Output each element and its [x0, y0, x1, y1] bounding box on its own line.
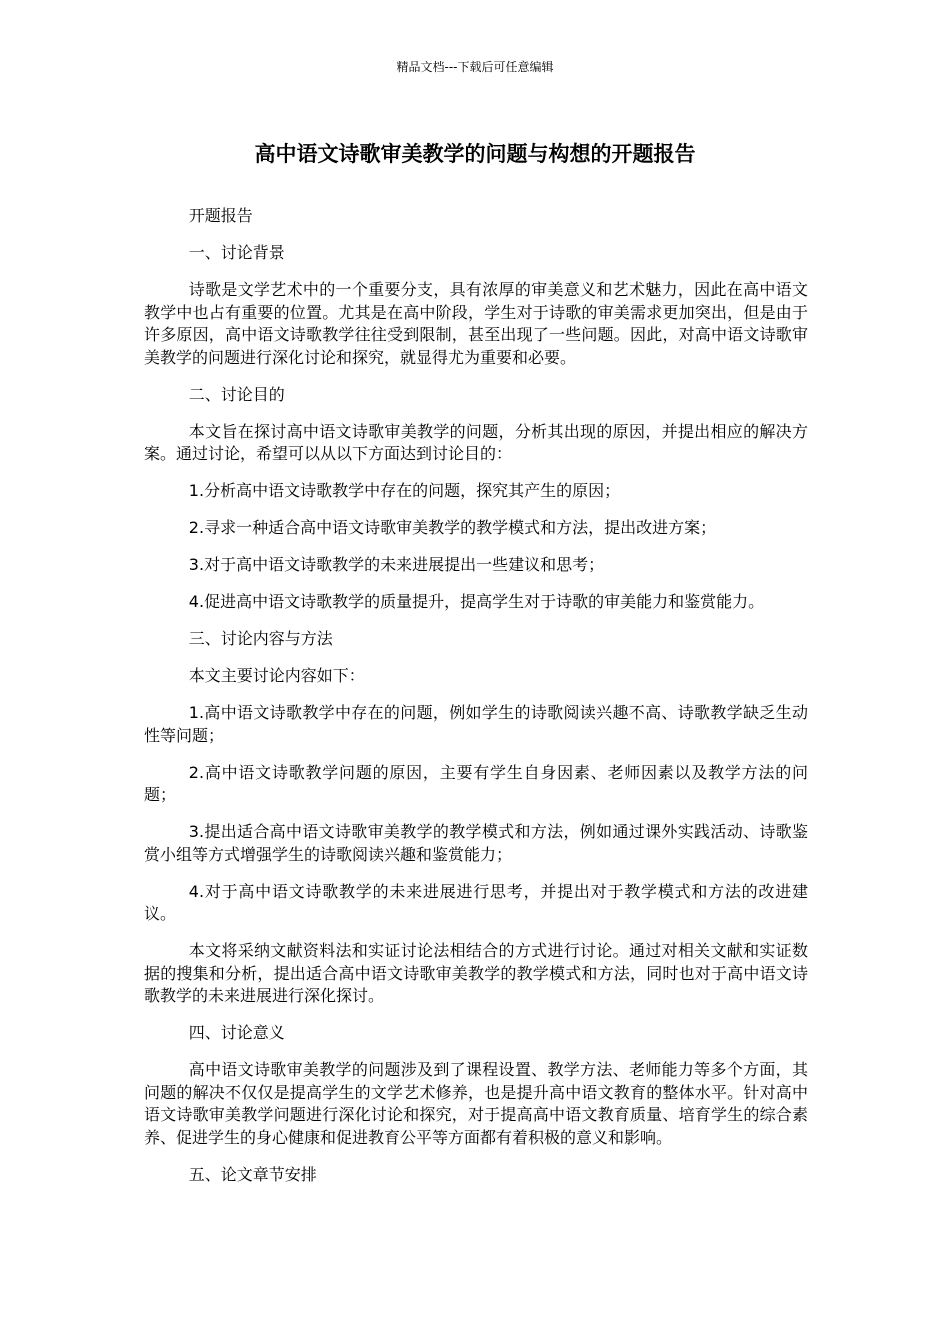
- list-item-content-3: 3.提出适合高中语文诗歌审美教学的教学模式和方法，例如通过课外实践活动、诗歌鉴赏小组等方式增强学生的诗歌阅读兴趣和鉴赏能力；: [144, 822, 808, 864]
- section-heading-chapters: 五、论文章节安排: [188, 1164, 317, 1184]
- document-body: [144, 205, 808, 1201]
- section-heading-background: 一、讨论背景: [188, 243, 285, 262]
- section-heading-purpose: 二、讨论目的: [188, 384, 285, 404]
- list-item-purpose-2: 2.寻求一种适合高中语文诗歌审美教学的教学模式和方法，提出改进方案；: [188, 518, 717, 537]
- paragraph-content-intro: 本文主要讨论内容如下：: [188, 666, 365, 685]
- section-heading-significance: 四、讨论意义: [188, 1023, 285, 1042]
- list-item-content-2: 2.高中语文诗歌教学问题的原因，主要有学生自身因素、老师因素以及教学方法的问题；: [144, 762, 808, 804]
- subtitle-opening-report: 开题报告: [188, 206, 253, 225]
- section-heading-content-method: 三、讨论内容与方法: [188, 629, 333, 648]
- paragraph-method: 本文将采纳文献资料法和实证讨论法相结合的方式进行讨论。通过对相关文献和实证数据的搜集和分析，提出适合高中语文诗歌审美教学的教学模式和方法，同时也对于高中语文诗歌教学的未来进展进行深化探讨。: [144, 941, 808, 1005]
- document-title: 高中语文诗歌审美教学的问题与构想的开题报告: [254, 142, 696, 166]
- header-note: 精品文档---下载后可任意编辑: [396, 60, 554, 74]
- paragraph-background: 诗歌是文学艺术中的一个重要分支，具有浓厚的审美意义和艺术魅力，因此在高中语文教学中也占有重要的位置。尤其是在高中阶段，学生对于诗歌的审美需求更加突出，但是由于许多原因，高中语文诗歌教学往往受到限制，甚至出现了一些问题。因此，对高中语文诗歌审美教学的问题进行深化讨论和探究，就显得尤为重要和必要。: [144, 280, 808, 367]
- list-item-content-1: 1.高中语文诗歌教学中存在的问题，例如学生的诗歌阅读兴趣不高、诗歌教学缺乏生动性等问题；: [144, 703, 808, 745]
- paragraph-significance: 高中语文诗歌审美教学的问题涉及到了课程设置、教学方法、老师能力等多个方面，其问题的解决不仅仅是提高学生的文学艺术修养，也是提升高中语文教育的整体水平。针对高中语文诗歌审美教学问题进行深化讨论和探究，对于提高高中语文教育质量、培育学生的综合素养、促进学生的身心健康和促进教育公平等方面都有着积极的意义和影响。: [144, 1060, 808, 1147]
- list-item-purpose-3: 3.对于高中语文诗歌教学的未来进展提出一些建议和思考；: [188, 555, 605, 574]
- list-item-purpose-4: 4.促进高中语文诗歌教学的质量提升，提高学生对于诗歌的审美能力和鉴赏能力。: [188, 592, 765, 611]
- paragraph-purpose: 本文旨在探讨高中语文诗歌审美教学的问题，分析其出现的原因，并提出相应的解决方案。通过讨论，希望可以从以下方面达到讨论目的：: [144, 421, 808, 463]
- list-item-purpose-1: 1.分析高中语文诗歌教学中存在的问题，探究其产生的原因；: [188, 481, 621, 500]
- list-item-content-4: 4.对于高中语文诗歌教学的未来进展进行思考，并提出对于教学模式和方法的改进建议。: [144, 881, 808, 923]
